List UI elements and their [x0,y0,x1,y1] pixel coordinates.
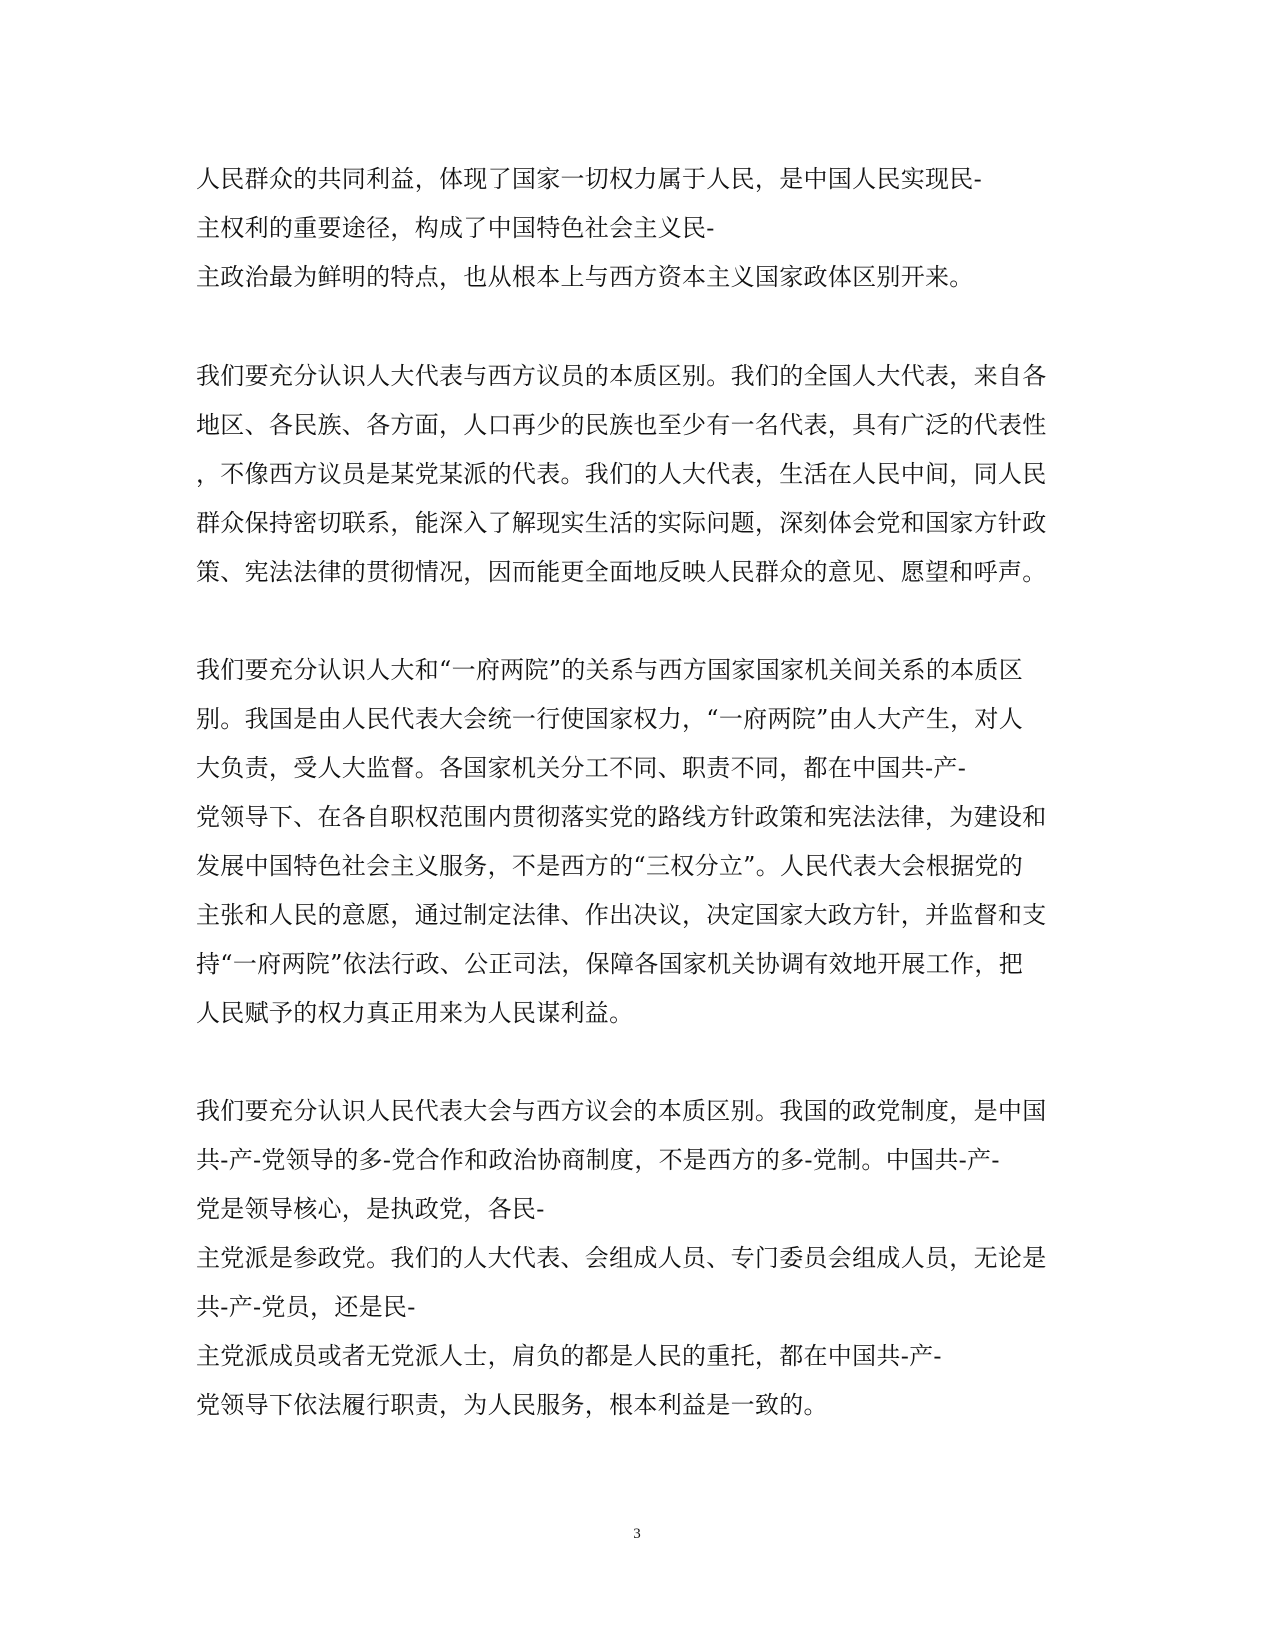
paragraph-line: 我们要充分认识人大代表与西方议员的本质区别。我们的全国人大代表，来自各 [196,362,1047,390]
paragraph-line: 别。我国是由人民代表大会统一行使国家权力，“一府两院”由人大产生，对人 [196,705,1024,733]
paragraph-line: 人民群众的共同利益，体现了国家一切权力属于人民，是中国人民实现民- [196,165,983,193]
paragraph-line: 我们要充分认识人大和“一府两院”的关系与西方国家国家机关间关系的本质区 [196,656,1024,684]
paragraph-1 [196,155,1076,302]
paragraph-line: 主权利的重要途径，构成了中国特色社会主义民- [196,214,715,242]
paragraph-line: 共-产-党员，还是民- [196,1293,416,1321]
paragraph-3 [196,646,1076,1038]
paragraph-line: 我们要充分认识人民代表大会与西方议会的本质区别。我国的政党制度，是中国 [196,1097,1047,1125]
paragraph-line: 发展中国特色社会主义服务，不是西方的“三权分立”。人民代表大会根据党的 [196,852,1024,880]
paragraph-line: 党领导下依法履行职责，为人民服务，根本利益是一致的。 [196,1391,828,1419]
paragraph-line: 党是领导核心，是执政党，各民- [196,1195,545,1223]
paragraph-line: ，不像西方议员是某党某派的代表。我们的人大代表，生活在人民中间，同人民 [196,460,1047,488]
page-number: 3 [633,1526,641,1542]
paragraph-line: 共-产-党领导的多-党合作和政治协商制度，不是西方的多-党制。中国共-产- [196,1146,1000,1174]
paragraph-line: 持“一府两院”依法行政、公正司法，保障各国家机关协调有效地开展工作，把 [196,950,1024,978]
paragraph-line: 党领导下、在各自职权范围内贯彻落实党的路线方针政策和宪法法律，为建设和 [196,803,1047,831]
paragraph-line: 主党派是参政党。我们的人大代表、会组成人员、专门委员会组成人员，无论是 [196,1244,1047,1272]
paragraph-line: 地区、各民族、各方面，人口再少的民族也至少有一名代表，具有广泛的代表性 [196,411,1047,439]
paragraph-line: 群众保持密切联系，能深入了解现实生活的实际问题，深刻体会党和国家方针政 [196,509,1047,537]
paragraph-line: 主张和人民的意愿，通过制定法律、作出决议，决定国家大政方针，并监督和支 [196,901,1047,929]
paragraph-4 [196,1087,1076,1430]
paragraph-line: 主党派成员或者无党派人士，肩负的都是人民的重托，都在中国共-产- [196,1342,942,1370]
paragraph-line: 人民赋予的权力真正用来为人民谋利益。 [196,999,634,1027]
paragraph-line: 大负责，受人大监督。各国家机关分工不同、职责不同，都在中国共-产- [196,754,967,782]
paragraph-line: 策、宪法法律的贯彻情况，因而能更全面地反映人民群众的意见、愿望和呼声。 [196,558,1047,586]
paragraph-2 [196,352,1076,597]
paragraph-line: 主政治最为鲜明的特点，也从根本上与西方资本主义国家政体区别开来。 [196,263,974,291]
